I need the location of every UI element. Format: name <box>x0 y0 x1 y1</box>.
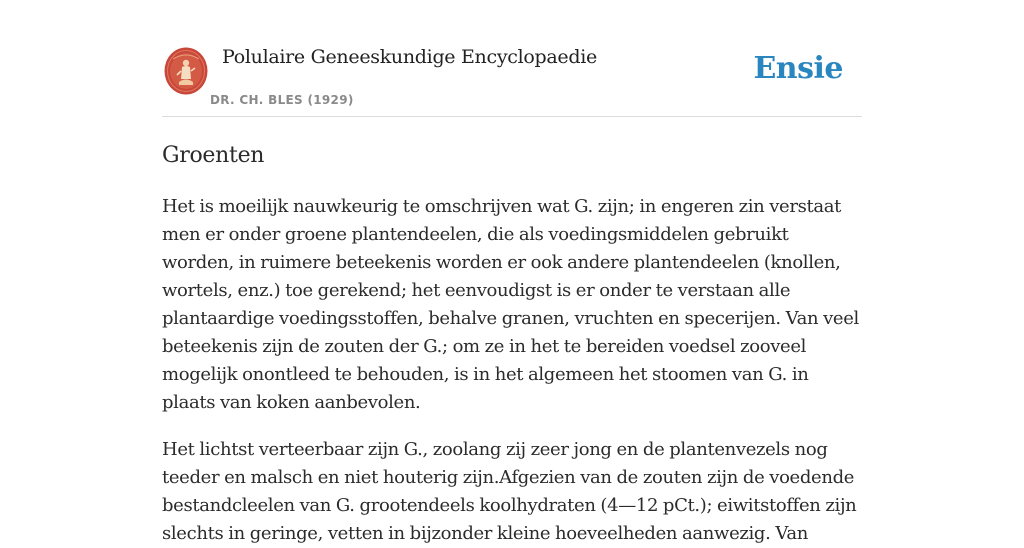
article-title: Groenten <box>162 143 265 168</box>
publication-header <box>162 0 862 117</box>
encyclopedia-seal-icon[interactable] <box>164 47 208 95</box>
publication-title[interactable]: Polulaire Geneeskundige Encyclopaedie <box>222 46 597 68</box>
article-page <box>162 0 862 544</box>
article-paragraph: Het lichtst verteerbaar zijn G., zoolang zij zeer jong en de plantenvezels nog teeder en malsch en niet houterig zijn.Afgezien van de zouten zijn de voedende bestandcleelen van G. grootendeels koolhydraten (4—12 pCt.); eiwitstoffen zijn slechts in geringe, vetten in bijzonder kleine hoeveelheden aanwezig. Van <box>162 439 857 544</box>
article-paragraph: Het is moeilijk nauwkeurig te omschrijven wat G. zijn; in engeren zin verstaat men er onder groene plantendeelen, die als voedingsmiddelen gebruikt worden, in ruimere beteekenis worden er ook andere plantendeelen (knollen, wortels, enz.) toe gerekend; het eenvoudigst is er onder te verstaan alle plantaardige voedingsstoffen, behalve granen, vruchten en specerijen. Van veel beteekenis zijn de zouten der G.; om ze in het te bereiden voedsel zooveel mogelijk onontleed te behouden, is in het algemeen het stoomen van G. in plaats van koken aanbevolen. <box>162 196 859 413</box>
publication-author: DR. CH. BLES (1929) <box>210 93 354 107</box>
brand-logo[interactable]: Ensie <box>753 51 843 86</box>
